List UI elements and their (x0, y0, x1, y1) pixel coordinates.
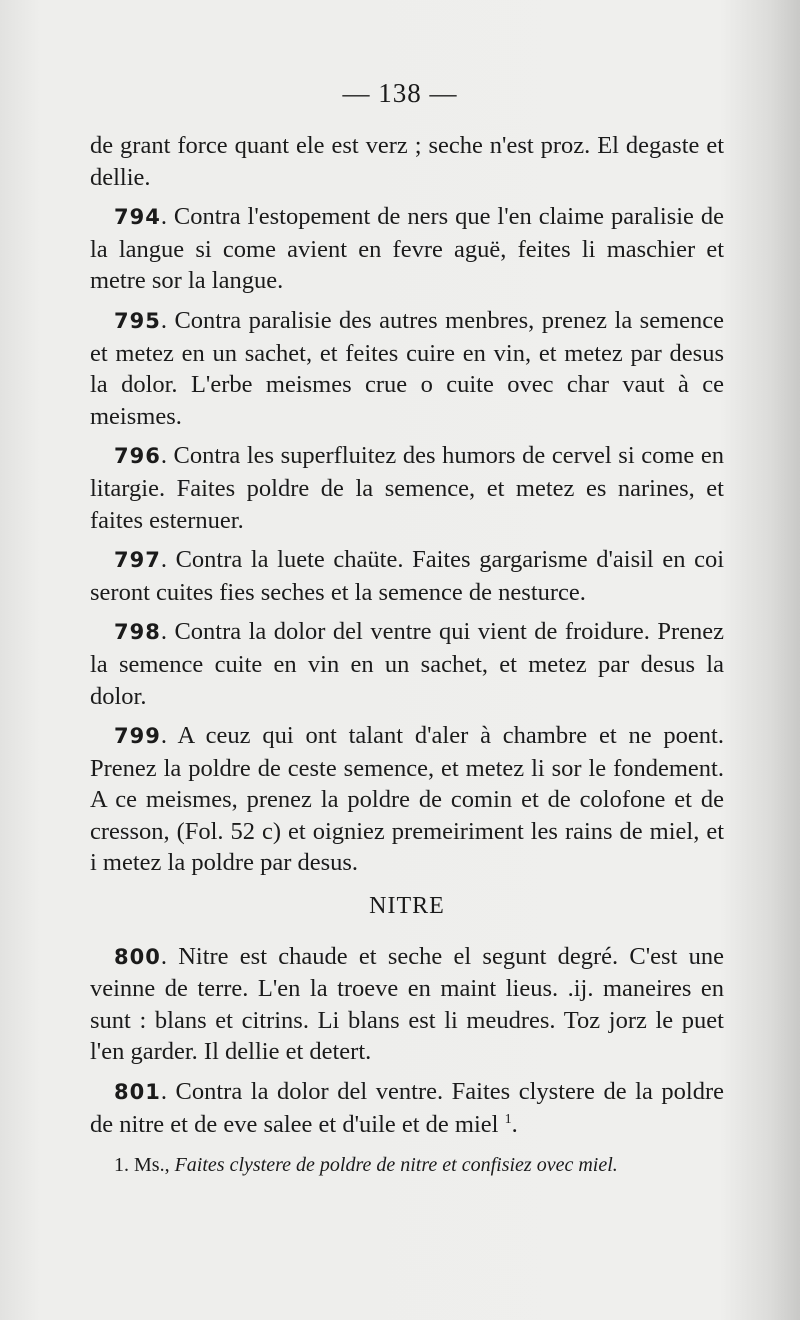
paragraph-number: 796 (114, 444, 161, 469)
paragraph-text: . Contra la luete chaüte. Faites gargarisme d'aisil en coi seront cuites fies seches et la semence de nesturce. (90, 546, 724, 606)
paragraph-number: 798 (114, 620, 161, 645)
paragraph-number: 794 (114, 205, 161, 230)
paragraph-797 (90, 544, 724, 608)
main-text (90, 130, 724, 1148)
paragraph-text: . A ceuz qui ont talant d'aler à chambre et ne poent. Prenez la poldre de ceste semence, et metez li sor le fondement. A ce meismes, prenez la poldre de comin et de colofone et de cresson, (Fol. 52 c) et oigniez premeiriment les rains de miel, et i metez la poldre par desus. (90, 722, 724, 877)
paragraph-text: . Contra paralisie des autres menbres, prenez la semence et metez en un sachet, et feites cuire en vin, et metez par desus la dolor. L'erbe meismes crue o cuite ovec char vaut à ce meismes. (90, 306, 724, 430)
paragraph-number: 795 (114, 308, 161, 333)
paragraph-799 (90, 720, 724, 879)
paragraph-794 (90, 201, 724, 297)
paragraph-continuation (90, 130, 724, 193)
section-heading: NITRE (369, 893, 445, 920)
paragraph-800 (90, 941, 724, 1068)
paragraph-number: 797 (114, 548, 161, 573)
paragraph-number: 799 (114, 724, 161, 749)
footnote (114, 1152, 754, 1178)
paragraph-text: . Contra l'estopement de ners que l'en claime paralisie de la langue si come avient en fevre aguë, feites li maschier et metre sor la langue. (90, 203, 724, 295)
paragraph-text: . Contra la dolor del ventre qui vient de froidure. Prenez la semence cuite en vin en un sachet, et metez par desus la dolor. (90, 618, 724, 710)
paragraph-end: . (511, 1110, 518, 1138)
paragraph-796 (90, 440, 724, 536)
paragraph-number: 801 (114, 1080, 161, 1105)
paragraph-798 (90, 616, 724, 712)
footnote-text: Faites clystere de poldre de nitre et confisiez ovec miel. (174, 1154, 618, 1176)
paragraph-text: . Contra les superfluitez des humors de cervel si come en litargie. Faites poldre de la semence, et metez es narines, et faites esternuer. (90, 442, 724, 534)
footnote-source: Ms., (134, 1154, 170, 1176)
paragraph-text: . Contra la dolor del ventre. Faites clystere de la poldre de nitre et de eve salee et d'uile et de miel (90, 1078, 724, 1138)
footnote-number: 1. (114, 1154, 129, 1176)
paragraph-text: . Nitre est chaude et seche el segunt degré. C'est une veinne de terre. L'en la troeve en maint lieus. .ij. maneires en sunt : blans et citrins. Li blans est li meudres. Toz jorz le puet l'en garder. Il dellie et detert. (90, 942, 724, 1066)
paragraph-795 (90, 305, 724, 432)
page-number: — 138 — (342, 78, 458, 108)
footnote-marker: 1 (504, 1111, 512, 1127)
paragraph-text: de grant force quant ele est verz ; seche n'est proz. El degaste et dellie. (90, 132, 724, 191)
paragraph-801 (90, 1076, 724, 1140)
paragraph-number: 800 (114, 944, 161, 969)
